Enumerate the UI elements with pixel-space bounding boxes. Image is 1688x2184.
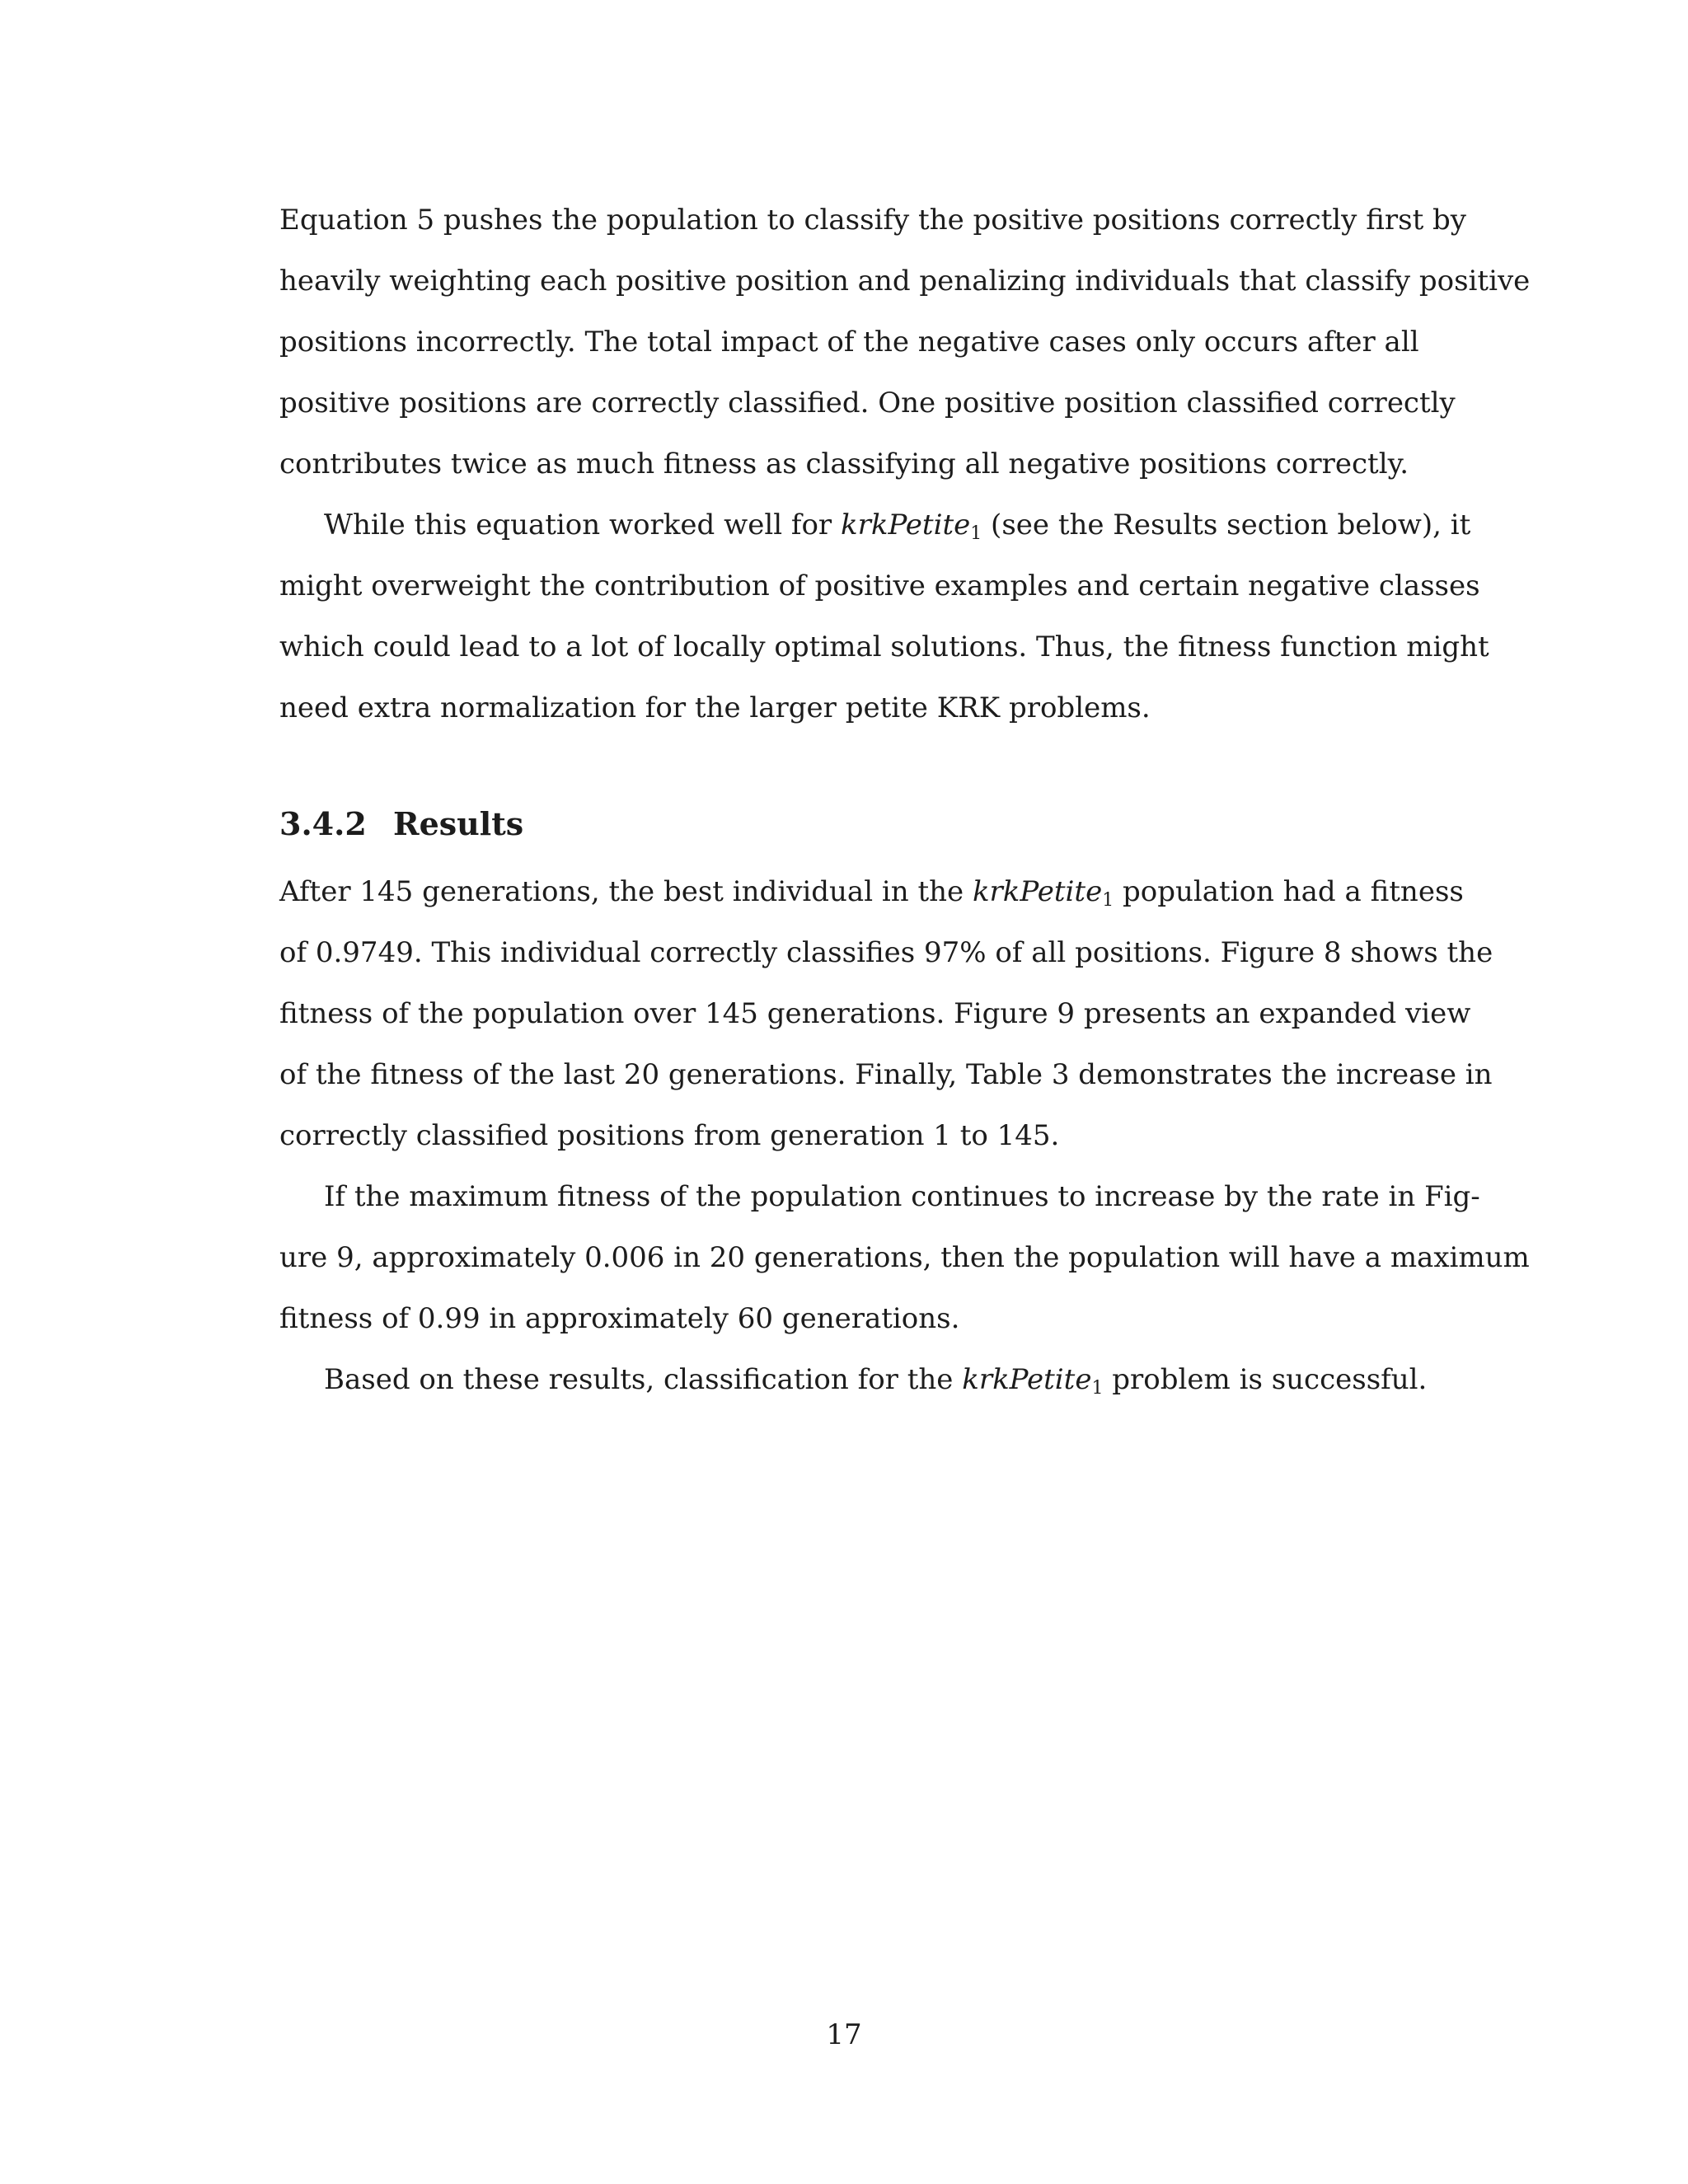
paragraph-2-line-3: which could lead to a lot of locally optimal solutions. Thus, the fitness function might <box>279 630 1489 663</box>
paragraph-4-line-3: fitness of 0.99 in approximately 60 generations. <box>279 1302 960 1335</box>
paragraph-1-line-3: positions incorrectly. The total impact of the negative cases only occurs after all <box>279 326 1419 359</box>
math-krkpetite: krkPetite <box>962 1363 1092 1396</box>
paragraph-2-line-4: need extra normalization for the larger petite KRK problems. <box>279 691 1151 724</box>
paragraph-1-line-2: heavily weighting each positive position and penalizing individuals that classify positive <box>279 265 1531 298</box>
paragraph-2-line-1 <box>324 505 1471 545</box>
paragraph-5-text-before-math: Based on these results, classification for the <box>324 1363 963 1396</box>
paragraph-1-line-4: positive positions are correctly classified. One positive position classified correctly <box>279 387 1456 419</box>
page-number: 17 <box>826 2018 862 2051</box>
math-subscript: 1 <box>1091 1378 1104 1399</box>
paragraph-3-line-2: of 0.9749. This individual correctly classifies 97% of all positions. Figure 8 shows the <box>279 936 1493 969</box>
section-number: 3.4.2 <box>279 805 367 842</box>
math-krkpetite: krkPetite <box>972 875 1103 908</box>
paragraph-5-line-1 <box>324 1360 1428 1399</box>
paragraph-4-line-1: If the maximum fitness of the population continues to increase by the rate in Fig- <box>324 1180 1480 1213</box>
paragraph-3-line-1 <box>279 872 1464 912</box>
paragraph-3-line-3: fitness of the population over 145 generations. Figure 9 presents an expanded view <box>279 997 1471 1030</box>
math-subscript: 1 <box>970 523 982 544</box>
paragraph-3-line-5: correctly classified positions from generation 1 to 145. <box>279 1119 1060 1152</box>
paragraph-3-text-before-math: After 145 generations, the best individual in the <box>279 875 973 908</box>
paragraph-2-text-before-math: While this equation worked well for <box>324 509 841 541</box>
paragraph-3-text-after-math: population had a fitness <box>1114 875 1464 908</box>
paragraph-1-line-5: contributes twice as much fitness as classifying all negative positions correctly. <box>279 448 1409 480</box>
paragraph-2-text-after-math: (see the Results section below), it <box>982 509 1471 541</box>
paragraph-2-line-2: might overweight the contribution of positive examples and certain negative classes <box>279 569 1480 602</box>
paragraph-3-line-4: of the fitness of the last 20 generations. Finally, Table 3 demonstrates the increase in <box>279 1058 1493 1091</box>
paragraph-1-line-1: Equation 5 pushes the population to classify the positive positions correctly first by <box>279 204 1467 237</box>
math-krkpetite: krkPetite <box>841 509 971 541</box>
section-heading <box>279 804 523 845</box>
paragraph-5-text-after-math: problem is successful. <box>1103 1363 1428 1396</box>
math-subscript: 1 <box>1102 890 1114 911</box>
paragraph-4-line-2: ure 9, approximately 0.006 in 20 generations, then the population will have a maximum <box>279 1241 1530 1274</box>
section-title: Results <box>393 805 524 842</box>
